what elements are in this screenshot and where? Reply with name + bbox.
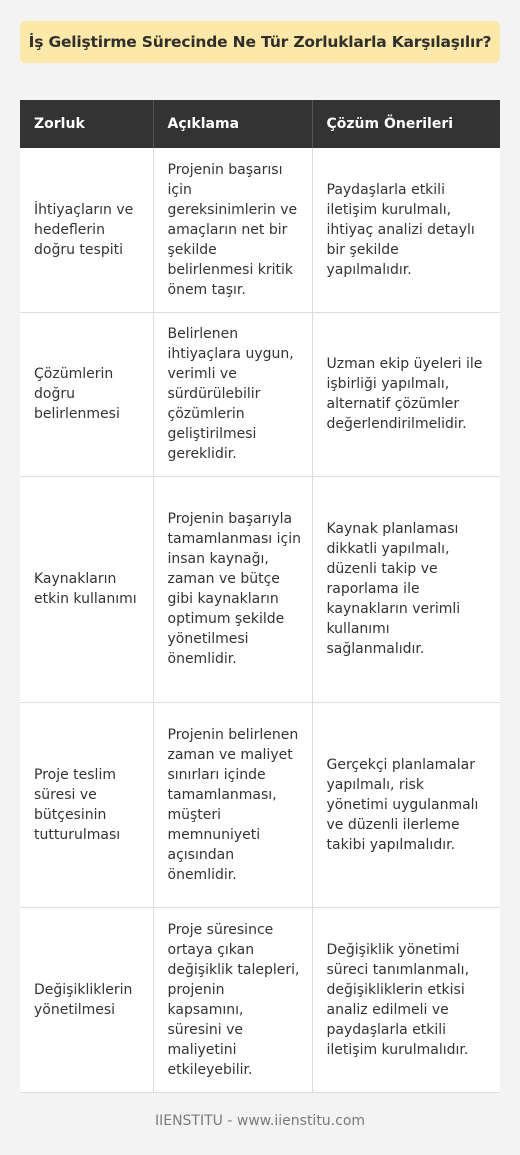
cell-aciklama: Projenin başarısı için gereksinimlerin ve amaçların net bir şekilde belirlenmesi kritik önem taşır.	[153, 148, 312, 312]
challenges-table	[20, 100, 500, 1093]
cell-zorluk: Değişikliklerin yönetilmesi	[20, 907, 153, 1092]
table-row	[20, 148, 500, 312]
cell-zorluk: Kaynakların etkin kullanımı	[20, 476, 153, 702]
cell-aciklama: Belirlenen ihtiyaçlara uygun, verimli ve sürdürülebilir çözümlerin geliştirilmesi gereklidir.	[153, 312, 312, 476]
cell-zorluk: İhtiyaçların ve hedeflerin doğru tespiti	[20, 148, 153, 312]
cell-cozum: Gerçekçi planlamalar yapılmalı, risk yönetimi uygulanmalı ve düzenli ilerleme takibi yapılmalıdır.	[312, 702, 500, 907]
table-row	[20, 476, 500, 702]
cell-aciklama: Projenin belirlenen zaman ve maliyet sınırları içinde tamamlanması, müşteri memnuniyeti açısından önemlidir.	[153, 702, 312, 907]
cell-cozum: Paydaşlarla etkili iletişim kurulmalı, ihtiyaç analizi detaylı bir şekilde yapılmalıdır.	[312, 148, 500, 312]
cell-zorluk: Proje teslim süresi ve bütçesinin tutturulması	[20, 702, 153, 907]
table-row	[20, 907, 500, 1092]
cell-zorluk: Çözümlerin doğru belirlenmesi	[20, 312, 153, 476]
footer-credit: IIENSTITU - www.iienstitu.com	[154, 1113, 366, 1129]
page-title: İş Geliştirme Sürecinde Ne Tür Zorluklarla Karşılaşılır?	[28, 33, 492, 51]
column-header-aciklama: Açıklama	[153, 100, 312, 148]
table-header-row	[20, 100, 500, 148]
column-header-zorluk: Zorluk	[20, 100, 153, 148]
table-row	[20, 702, 500, 907]
cell-aciklama: Proje süresince ortaya çıkan değişiklik talepleri, projenin kapsamını, süresini ve maliyetini etkileyebilir.	[153, 907, 312, 1092]
cell-cozum: Uzman ekip üyeleri ile işbirliği yapılmalı, alternatif çözümler değerlendirilmelidir.	[312, 312, 500, 476]
title-banner	[20, 21, 500, 63]
cell-cozum: Kaynak planlaması dikkatli yapılmalı, düzenli takip ve raporlama ile kaynakların verimli kullanımı sağlanmalıdır.	[312, 476, 500, 702]
cell-cozum: Değişiklik yönetimi süreci tanımlanmalı, değişikliklerin etkisi analiz edilmeli ve paydaşlarla etkili iletişim kurulmalıdır.	[312, 907, 500, 1092]
column-header-cozum: Çözüm Önerileri	[312, 100, 500, 148]
table-row	[20, 312, 500, 476]
cell-aciklama: Projenin başarıyla tamamlanması için insan kaynağı, zaman ve bütçe gibi kaynakların optimum şekilde yönetilmesi önemlidir.	[153, 476, 312, 702]
